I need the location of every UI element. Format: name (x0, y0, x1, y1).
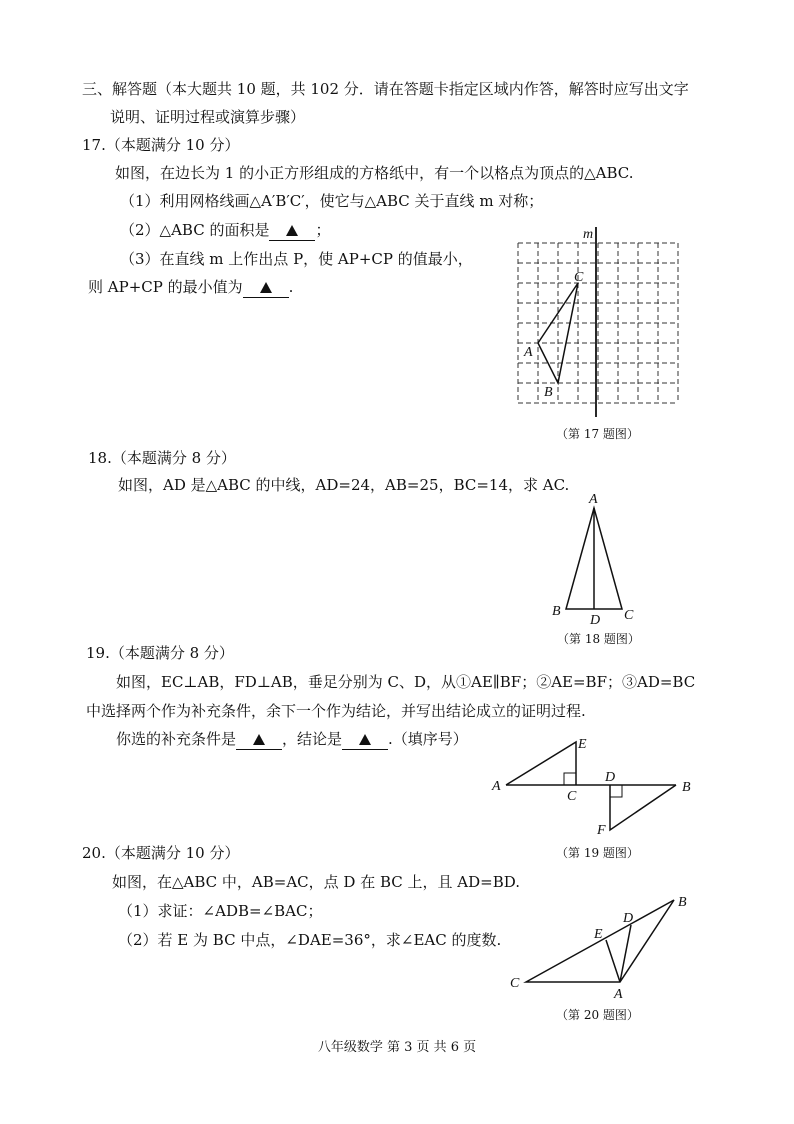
label-c: C (574, 270, 584, 285)
right-angle-d (610, 785, 622, 797)
label-c: C (567, 789, 577, 804)
q17-part3-text: 则 AP+CP 的最小值为 (88, 278, 243, 296)
segment-ae (606, 940, 620, 982)
q17-part1: （1）利用网格线画△A′B′C′，使它与△ABC 关于直线 m 对称； (120, 192, 544, 210)
label-m: m (583, 227, 594, 242)
q17-part3: （3）在直线 m 上作出点 P，使 AP+CP 的值最小， (120, 250, 473, 268)
q17-part2-suffix: ； (315, 221, 331, 239)
q19-line3-mid: ，结论是 (282, 730, 343, 748)
answer-blank (269, 220, 315, 241)
q19-line2: 中选择两个作为补充条件，余下一个作为结论，并写出结论成立的证明过程. (86, 702, 586, 720)
label-b: B (682, 780, 691, 795)
q19-line3 (116, 729, 468, 750)
triangle-marker-icon (286, 225, 298, 236)
q17-part3-suffix: . (288, 278, 294, 296)
triangle-ace (506, 742, 576, 785)
q19-caption: （第 19 题图） (556, 846, 639, 860)
label-a: A (614, 987, 623, 1002)
q17-intro: 如图，在边长为 1 的小正方形组成的方格纸中，有一个以格点为顶点的△ABC. (115, 164, 634, 182)
triangle-marker-icon (260, 282, 272, 293)
q18-figure (548, 488, 648, 628)
label-c: C (510, 976, 520, 991)
q19-line3-suffix: .（填序号） (388, 730, 468, 748)
label-c: C (624, 608, 634, 623)
q20-header: 20.（本题满分 10 分） (82, 844, 240, 862)
triangle-marker-icon (359, 734, 371, 745)
page-footer: 八年级数学 第 3 页 共 6 页 (317, 1040, 477, 1055)
q19-figure (490, 730, 710, 845)
q18-header: 18.（本题满分 8 分） (88, 449, 236, 467)
label-b: B (544, 385, 553, 400)
q19-line3-text: 你选的补充条件是 (116, 730, 237, 748)
label-d: D (590, 613, 601, 628)
label-e: E (578, 737, 587, 752)
q17-caption: （第 17 题图） (556, 427, 639, 441)
q20-intro: 如图，在△ABC 中，AB=AC，点 D 在 BC 上，且 AD=BD. (112, 873, 521, 891)
q17-grid-figure (510, 225, 690, 425)
answer-blank (236, 729, 282, 750)
q19-line1: 如图，EC⊥AB，FD⊥AB，垂足分别为 C、D，从①AE∥BF；②AE=BF；③AD=BC (116, 673, 696, 691)
q17-part2-text: （2）△ABC 的面积是 (120, 221, 270, 239)
label-a: A (492, 779, 501, 794)
label-d: D (605, 770, 616, 785)
section-heading-continued: 说明、证明过程或演算步骤） (110, 108, 306, 126)
q20-figure (500, 888, 710, 1013)
answer-blank (243, 277, 289, 298)
section-heading: 三、解答题（本大题共 10 题，共 102 分．请在答题卡指定区域内作答，解答时应写出文字 (82, 80, 689, 98)
q18-caption: （第 18 题图） (557, 632, 640, 646)
q17-part3-line2 (88, 277, 293, 298)
label-d: D (623, 911, 634, 926)
q18-body: 如图，AD 是△ABC 的中线，AD=24，AB=25，BC=14，求 AC. (118, 476, 570, 494)
label-a: A (589, 492, 598, 507)
label-b: B (678, 895, 687, 910)
triangle-bdf (610, 785, 676, 830)
q20-part2: （2）若 E 为 BC 中点，∠DAE=36°，求∠EAC 的度数. (118, 931, 502, 949)
label-e: E (594, 927, 603, 942)
q19-header: 19.（本题满分 8 分） (86, 644, 234, 662)
right-angle-c (564, 773, 576, 785)
q17-part2 (120, 220, 330, 241)
label-f: F (597, 823, 606, 838)
grid-lines (518, 243, 678, 403)
q20-caption: （第 20 题图） (556, 1008, 639, 1022)
label-b: B (552, 604, 561, 619)
triangle-marker-icon (253, 734, 265, 745)
q20-part1: （1）求证：∠ADB=∠BAC； (118, 902, 323, 920)
answer-blank (342, 729, 388, 750)
label-a: A (524, 345, 533, 360)
q17-header: 17.（本题满分 10 分） (82, 136, 240, 154)
